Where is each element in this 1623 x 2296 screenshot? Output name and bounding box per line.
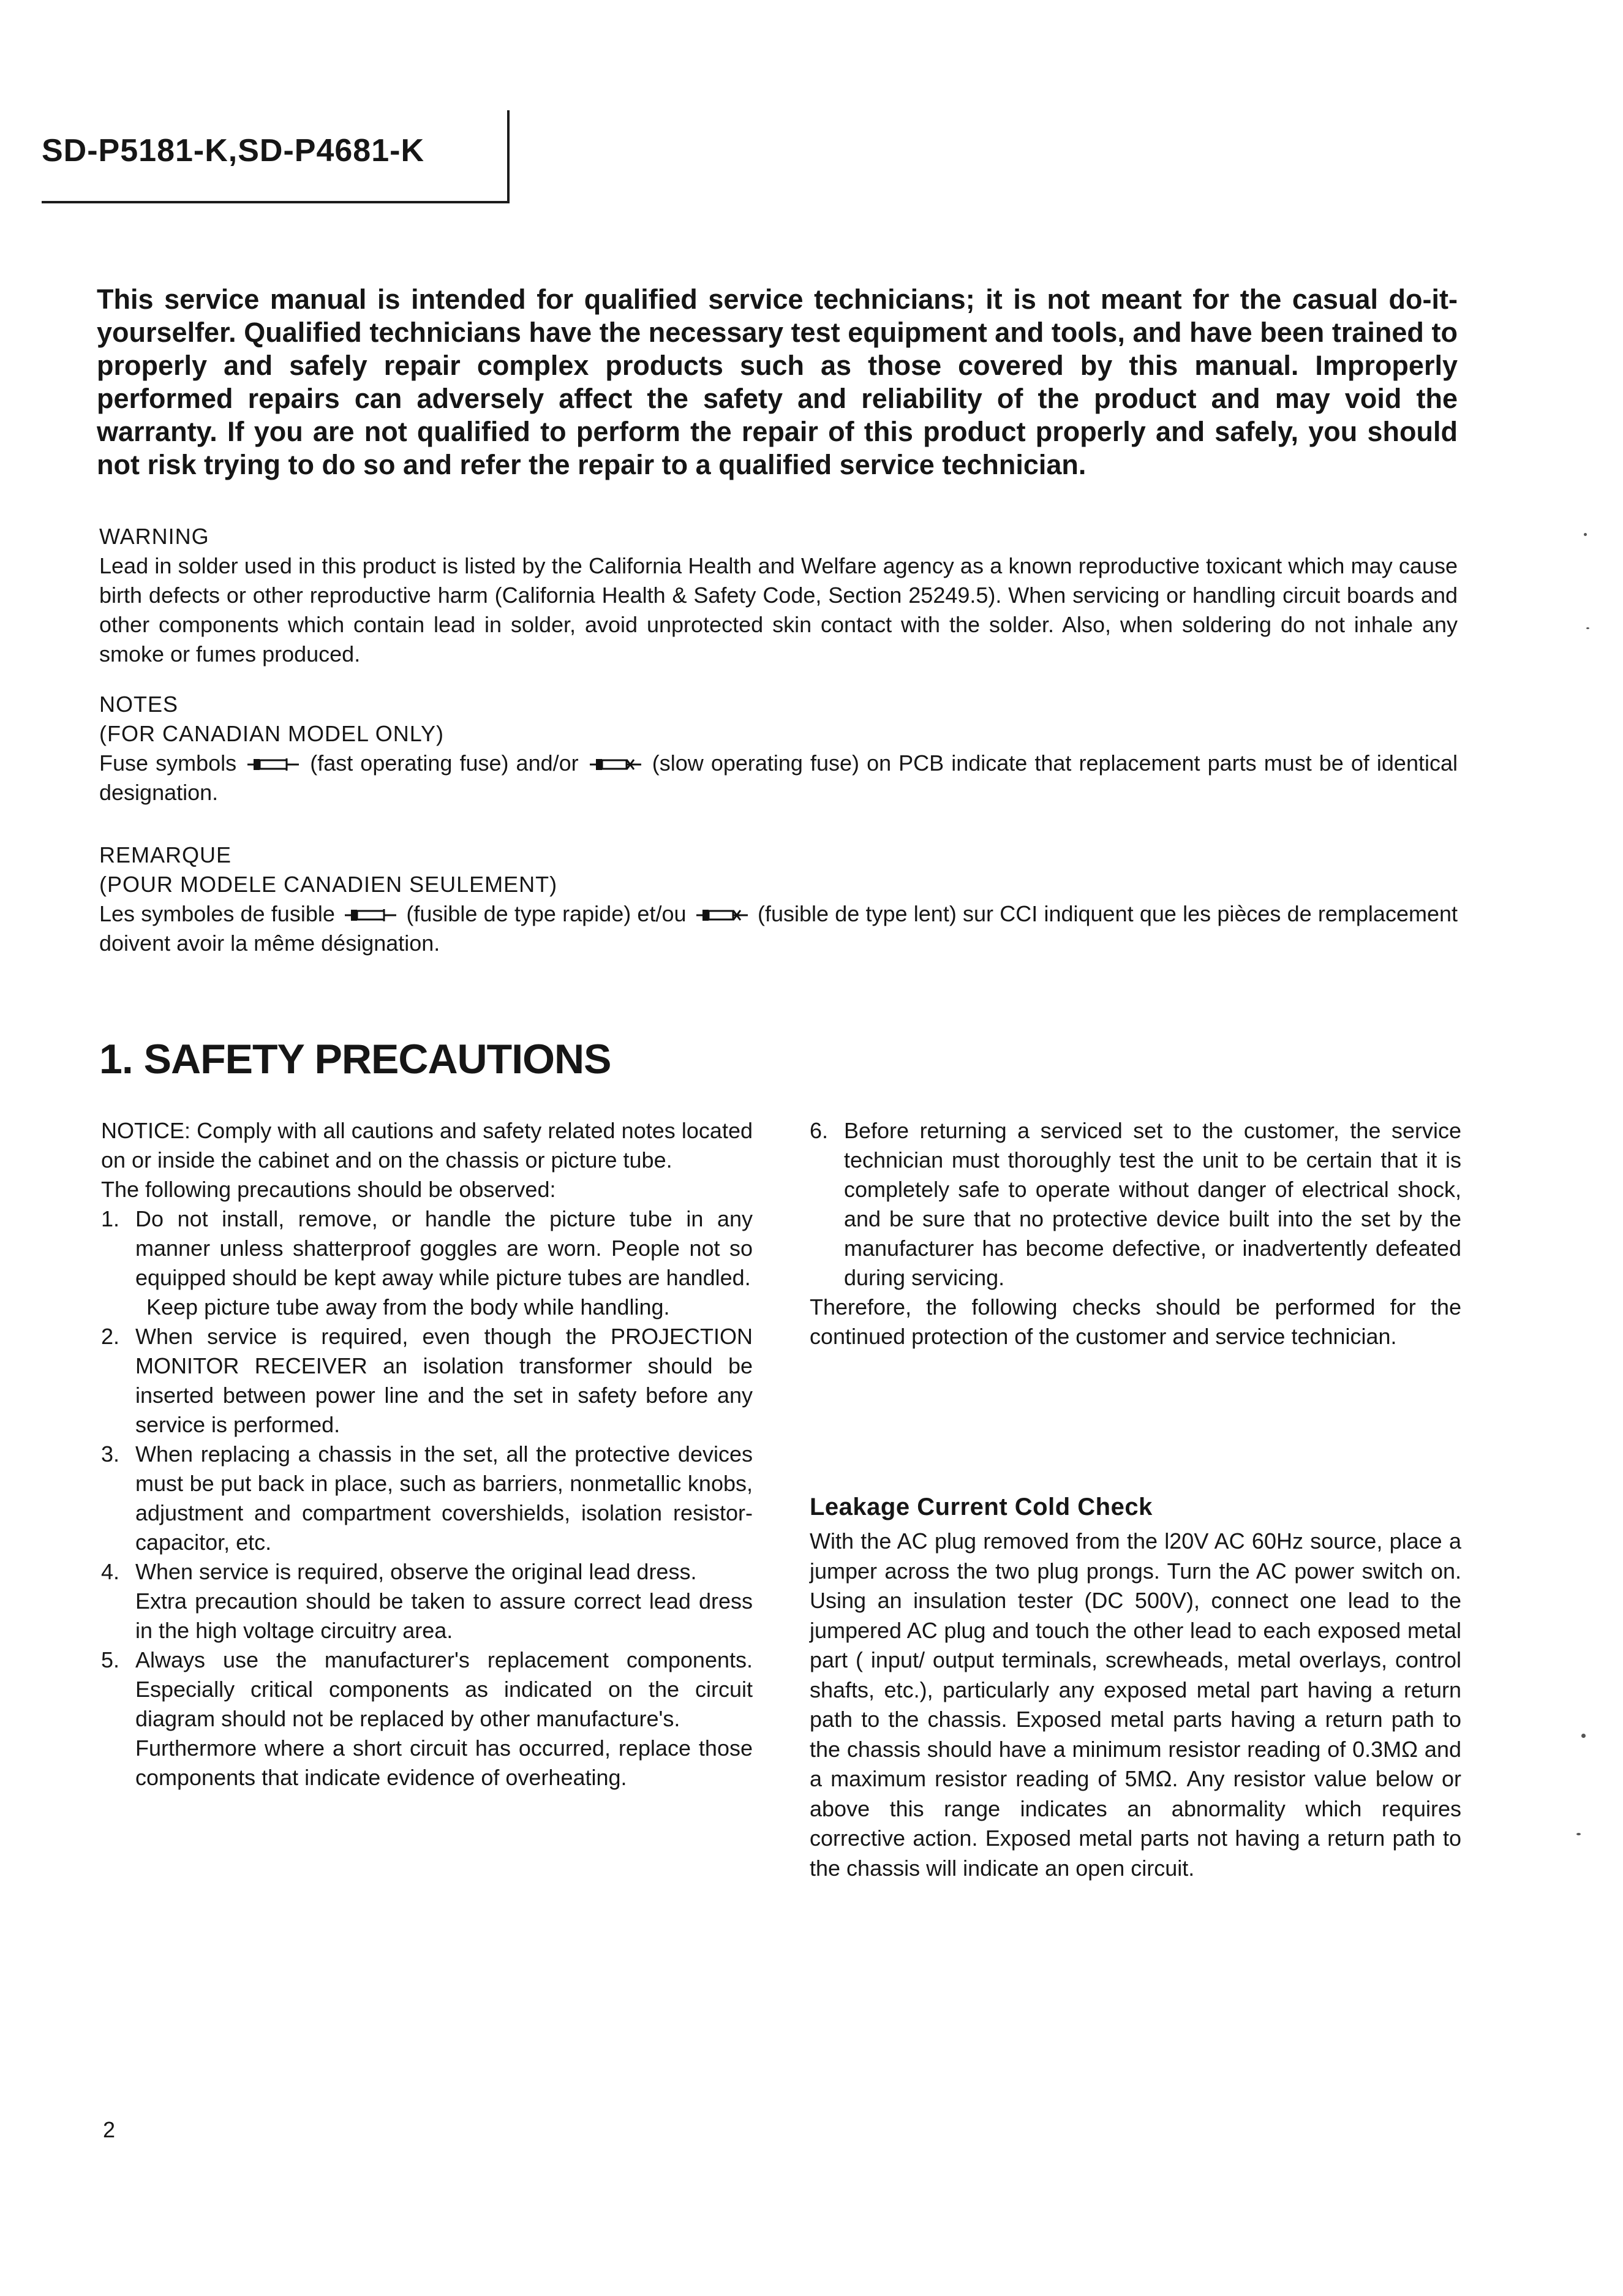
- item-number: 4.: [101, 1559, 120, 1584]
- item-extra: Extra precaution should be taken to assure correct lead dress in the high voltage circuitry area.: [135, 1588, 753, 1643]
- scan-speck: [1581, 1734, 1586, 1738]
- item-text: Before returning a serviced set to the customer, the service technician must thoroughly test the unit to be certain that it is completely safe to operate without danger of electrical shock, and be sure that no protective device built into the set by the manufacturer has become defective, or inadvertently defeated during servicing.: [844, 1118, 1461, 1290]
- list-item: [101, 1645, 753, 1792]
- fast-fuse-icon: [345, 908, 396, 923]
- notes-heading: NOTES: [99, 692, 179, 717]
- list-item: [101, 1440, 753, 1557]
- item-number: 1.: [101, 1206, 120, 1231]
- slow-fuse-icon: [590, 757, 641, 772]
- intro-text: This service manual is intended for qualified service technicians; it is not meant for the casual do-it-yourselfer. Qualified technicians have the necessary test equipment and tools, and have been trained to properly and safely repair complex products such as those covered by this manual. Improperly performed repairs can adversely affect the safety and reliability of the product and may void the warranty. If you are not qualified to perform the repair of this product properly and safely, you should not risk trying to do so and refer the repair to a qualified service technician.: [97, 284, 1458, 480]
- slow-fuse-icon: [696, 908, 748, 923]
- warning-block: [99, 522, 1458, 669]
- remarque-subheading: (POUR MODELE CANADIEN SEULEMENT): [99, 872, 558, 897]
- intro-disclaimer: [97, 283, 1458, 481]
- scan-speck: [1584, 533, 1587, 536]
- item-text: When service is required, even though the PROJECTION MONITOR RECEIVER an isolation transformer should be inserted between power line and the set in safety before any service is performed.: [135, 1324, 753, 1437]
- list-item: [101, 1557, 753, 1645]
- notes-part3: (slow operating fuse) on PCB indicate that replacement parts must be of identical designation.: [99, 750, 1458, 805]
- remarque-part2: (fusible de type rapide) et/ou: [406, 901, 687, 926]
- item-number: 6.: [810, 1118, 829, 1143]
- precautions-list-continued: [810, 1116, 1461, 1293]
- precautions-intro: The following precautions should be observed:: [101, 1177, 556, 1202]
- item-text: When replacing a chassis in the set, all the protective devices must be put back in place, such as barriers, nonmetallic knobs, adjustment and compartment covershields, isolation resistor-capacitor, etc.: [135, 1441, 753, 1555]
- item-extra: Keep picture tube away from the body while handling.: [146, 1294, 670, 1320]
- scan-speck: [1576, 1833, 1581, 1835]
- remarque-block: [99, 840, 1458, 958]
- model-header-box: [42, 110, 510, 203]
- remarque-part1: Les symboles de fusible: [99, 901, 335, 926]
- notes-part1: Fuse symbols: [99, 750, 237, 776]
- item-number: 5.: [101, 1647, 120, 1672]
- item-text: When service is required, observe the original lead dress.: [135, 1559, 697, 1584]
- remarque-heading: REMARQUE: [99, 842, 232, 867]
- item-text: Do not install, remove, or handle the picture tube in any manner unless shatterproof goggles are worn. People not so equipped should be kept away while picture tubes are handled.: [135, 1206, 753, 1290]
- item-text: Always use the manufacturer's replacement components. Especially critical components as indicated on the circuit diagram should not be replaced by other manufacture's.: [135, 1647, 753, 1731]
- notes-part2: (fast operating fuse) and/or: [310, 750, 579, 776]
- list-item: [101, 1322, 753, 1440]
- remarque-text: [99, 899, 1458, 958]
- warning-text: Lead in solder used in this product is listed by the California Health and Welfare agency as a known reproductive toxicant which may cause birth defects or other reproductive harm (California Health & Safety Code, Section 25249.5). When servicing or handling circuit boards and other components which contain lead in solder, avoid unprotected skin contact with the solder. Also, when soldering do not inhale any smoke or fumes produced.: [99, 553, 1458, 667]
- warning-heading: WARNING: [99, 524, 209, 549]
- notes-text: [99, 749, 1458, 807]
- notice-text: NOTICE: Comply with all cautions and safety related notes located on or inside the cabinet and on the chassis or picture tube.: [101, 1118, 753, 1173]
- item-extra: Furthermore where a short circuit has occurred, replace those components that indicate evidence of overheating.: [135, 1735, 753, 1790]
- fast-fuse-icon: [247, 757, 299, 772]
- therefore-text: Therefore, the following checks should be performed for the continued protection of the customer and service technician.: [810, 1294, 1461, 1349]
- precautions-right-column: [810, 1116, 1461, 1351]
- notes-subheading: (FOR CANADIAN MODEL ONLY): [99, 721, 445, 746]
- precautions-left-column: [101, 1116, 753, 1792]
- remarque-part3: (fusible de type lent) sur CCI indiquent que les pièces de remplacement doivent avoir la même désignation.: [99, 901, 1458, 956]
- list-item: [810, 1116, 1461, 1293]
- item-number: 3.: [101, 1441, 120, 1467]
- page-number: 2: [103, 2117, 116, 2142]
- list-item: [101, 1204, 753, 1322]
- leakage-text: With the AC plug removed from the l20V AC 60Hz source, place a jumper across the two plug prongs. Turn the AC power switch on. Using an insulation tester (DC 500V), connect one lead to the jumpered AC plug and touch the other lead to each exposed metal part ( input/ output terminals, screwheads, metal overlays, control shafts, etc.), particularly any exposed metal part having a return path to the chassis. Exposed metal parts having a return path to the chassis should have a minimum resistor reading of 0.3MΩ and a maximum resistor reading of 5MΩ. Any resistor value below or above this range indicates an abnormality which requires corrective action. Exposed metal parts not having a return path to the chassis will indicate an open circuit.: [810, 1528, 1461, 1881]
- model-title: SD-P5181-K,SD-P4681-K: [42, 133, 425, 168]
- item-number: 2.: [101, 1324, 120, 1349]
- section-title: 1. SAFETY PRECAUTIONS: [99, 1036, 611, 1082]
- notes-block: [99, 690, 1458, 807]
- precautions-list: [101, 1204, 753, 1792]
- leakage-title: Leakage Current Cold Check: [810, 1494, 1153, 1520]
- scan-speck: [1586, 627, 1589, 629]
